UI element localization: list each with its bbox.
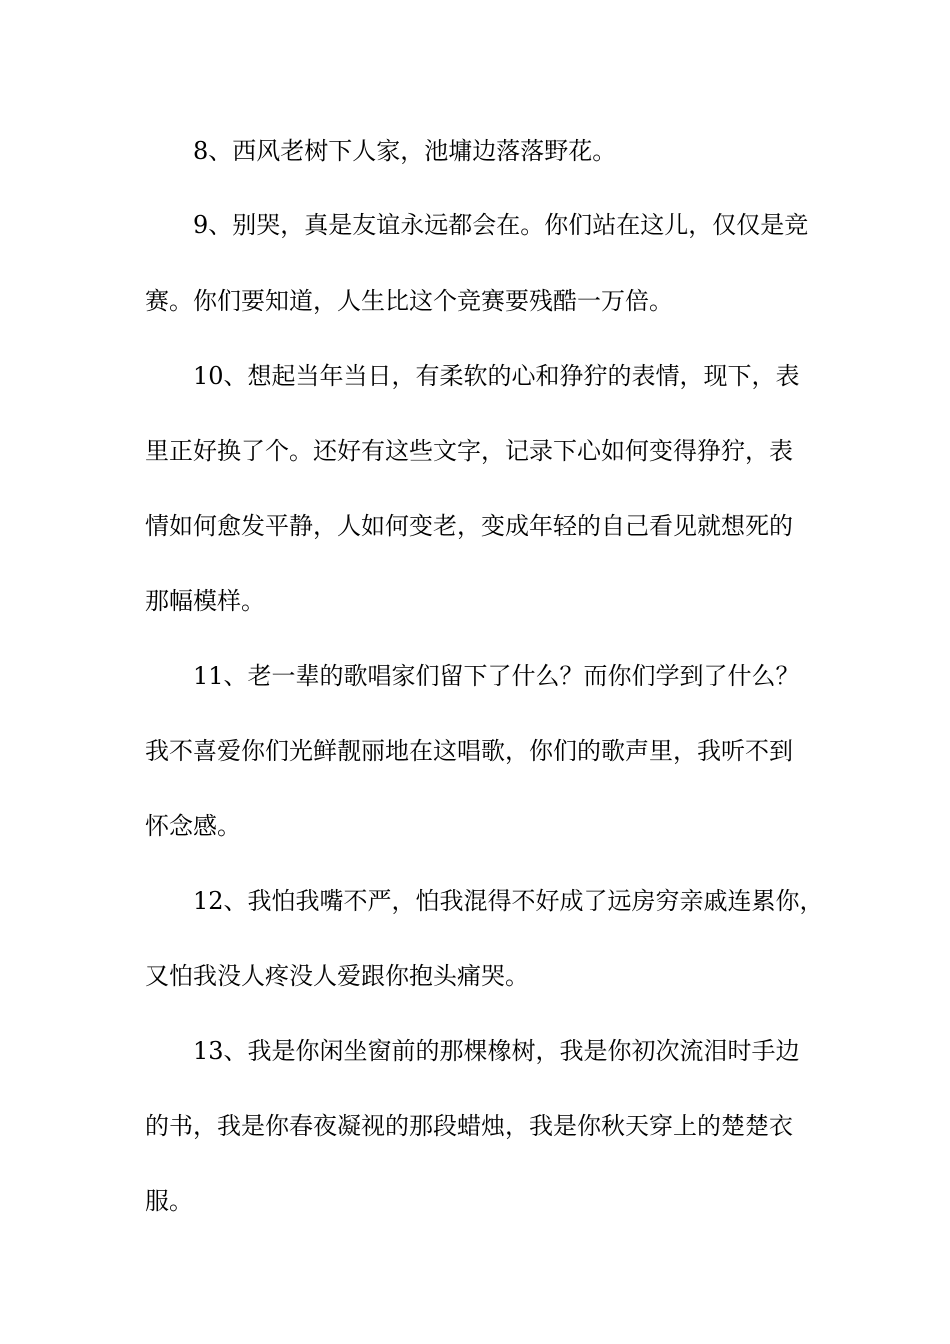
paragraph-10-line-2: 里正好换了个。还好有这些文字，记录下心如何变得狰狞，表 (145, 437, 793, 465)
paragraph-12-line-1: 12、我怕我嘴不严，怕我混得不好成了远房穷亲戚连累你， (193, 887, 824, 915)
paragraph-12-line-2: 又怕我没人疼没人爱跟你抱头痛哭。 (145, 962, 529, 990)
paragraph-10-line-1: 10、想起当年当日，有柔软的心和狰狞的表情，现下，表 (193, 362, 800, 390)
paragraph-10-line-4: 那幅模样。 (145, 587, 265, 615)
paragraph-11-line-1: 11、老一辈的歌唱家们留下了什么？而你们学到了什么？ (193, 662, 800, 690)
paragraph-13-line-1: 13、我是你闲坐窗前的那棵橡树，我是你初次流泪时手边 (193, 1037, 800, 1065)
paragraph-11-line-3: 怀念感。 (145, 812, 241, 840)
paragraph-13-line-2: 的书，我是你春夜凝视的那段蜡烛，我是你秋天穿上的楚楚衣 (145, 1112, 793, 1140)
paragraph-9-line-2: 赛。你们要知道，人生比这个竞赛要残酷一万倍。 (145, 287, 673, 315)
paragraph-9-line-1: 9、别哭，真是友谊永远都会在。你们站在这儿，仅仅是竞 (193, 211, 809, 239)
paragraph-10-line-3: 情如何愈发平静，人如何变老，变成年轻的自己看见就想死的 (145, 512, 793, 540)
paragraph-13-line-3: 服。 (145, 1187, 193, 1215)
paragraph-8-line-1: 8、西风老树下人家，池墉边落落野花。 (193, 137, 617, 165)
paragraph-11-line-2: 我不喜爱你们光鲜靓丽地在这唱歌，你们的歌声里，我听不到 (145, 737, 793, 765)
